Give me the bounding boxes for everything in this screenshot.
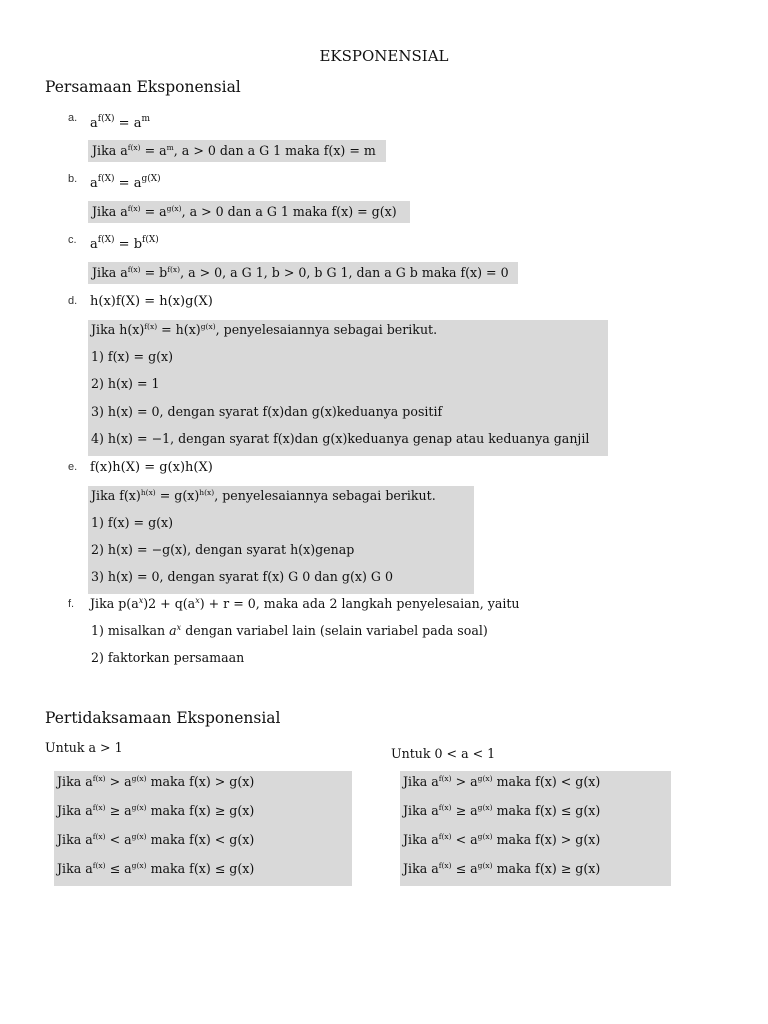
item-f-equation: Jika $p(a^x)2 + q(a^x) + r = 0$, maka ada 2 langkah penyelesaian, yaitu xyxy=(90,596,520,611)
item-f-step-1: 1) misalkan $a^x$ dengan variabel lain (selain variabel pada soal) xyxy=(91,623,488,638)
inequality-right-row-2: Jika $a^{f(x)} \ge a^{g(x)}$ maka f(x) ≤ g(x) xyxy=(403,803,601,818)
inequality-right-row-1: Jika $a^{f(x)} > a^{g(x)}$ maka f(x) < g(x) xyxy=(403,774,601,789)
item-e-line-4: 3) h(x) = 0, dengan syarat f(x) G 0 dan g(x) G 0 xyxy=(91,569,393,584)
item-c-rule: Jika $a^{f(x)} = b^{f(x)}$, a > 0, a G 1, b > 0, b G 1, dan a G b maka f(x) = 0 xyxy=(92,265,509,280)
section-heading-pertidaksamaan: Pertidaksamaan Eksponensial xyxy=(45,709,281,727)
item-e-line-3: 2) h(x) = −g(x), dengan syarat h(x)genap xyxy=(91,542,355,557)
item-d-line-3: 2) h(x) = 1 xyxy=(91,376,160,391)
item-f-label: f. xyxy=(68,598,75,610)
caption-a-between-0-1: Untuk 0 < a < 1 xyxy=(391,746,496,761)
item-b-label: b. xyxy=(68,173,78,185)
inequality-right-row-3: Jika $a^{f(x)} < a^{g(x)}$ maka f(x) > g(x) xyxy=(403,832,601,847)
item-a-label: a. xyxy=(68,112,78,124)
inequality-left-row-1: Jika $a^{f(x)} > a^{g(x)}$ maka f(x) > g(x) xyxy=(57,774,255,789)
item-e-label: e. xyxy=(68,461,78,473)
item-d-line-5: 4) h(x) = −1, dengan syarat f(x)dan g(x)keduanya genap atau keduanya ganjil xyxy=(91,431,590,446)
item-f-step-2: 2) faktorkan persamaan xyxy=(91,650,245,665)
item-a-equation: $a^{f(X)} = a^m$ xyxy=(90,114,150,131)
item-d-equation: h(x)f(X) = h(x)g(X) xyxy=(90,294,213,309)
item-d-line-2: 1) f(x) = g(x) xyxy=(91,349,174,364)
item-b-equation: $a^{f(X)} = a^{g(X)}$ xyxy=(90,174,161,191)
section-heading-persamaan: Persamaan Eksponensial xyxy=(45,78,241,96)
item-e-line-1: Jika $f(x)^{h(x)} = g(x)^{h(x)}$, penyelesaiannya sebagai berikut. xyxy=(91,488,436,503)
item-e-line-2: 1) f(x) = g(x) xyxy=(91,515,174,530)
item-a-rule: Jika $a^{f(x)} = a^m$, a > 0 dan a G 1 maka f(x) = m xyxy=(92,143,376,158)
item-d-line-1: Jika $h(x)^{f(x)} = h(x)^{g(x)}$, penyelesaiannya sebagai berikut. xyxy=(91,322,438,337)
page-title: EKSPONENSIAL xyxy=(319,47,449,65)
item-e-equation: f(x)h(X) = g(x)h(X) xyxy=(90,460,213,475)
inequality-right-row-4: Jika $a^{f(x)} \le a^{g(x)}$ maka f(x) ≥ g(x) xyxy=(403,861,601,876)
item-c-equation: $a^{f(X)} = b^{f(X)}$ xyxy=(90,235,159,252)
item-d-line-4: 3) h(x) = 0, dengan syarat f(x)dan g(x)keduanya positif xyxy=(91,404,443,419)
item-d-label: d. xyxy=(68,295,78,307)
item-c-label: c. xyxy=(68,234,77,246)
item-b-rule: Jika $a^{f(x)} = a^{g(x)}$, a > 0 dan a G 1 maka f(x) = g(x) xyxy=(92,204,397,219)
inequality-left-row-3: Jika $a^{f(x)} < a^{g(x)}$ maka f(x) < g(x) xyxy=(57,832,255,847)
inequality-left-row-4: Jika $a^{f(x)} \le a^{g(x)}$ maka f(x) ≤ g(x) xyxy=(57,861,255,876)
inequality-left-row-2: Jika $a^{f(x)} \ge a^{g(x)}$ maka f(x) ≥ g(x) xyxy=(57,803,255,818)
caption-a-greater-1: Untuk a > 1 xyxy=(45,740,123,755)
